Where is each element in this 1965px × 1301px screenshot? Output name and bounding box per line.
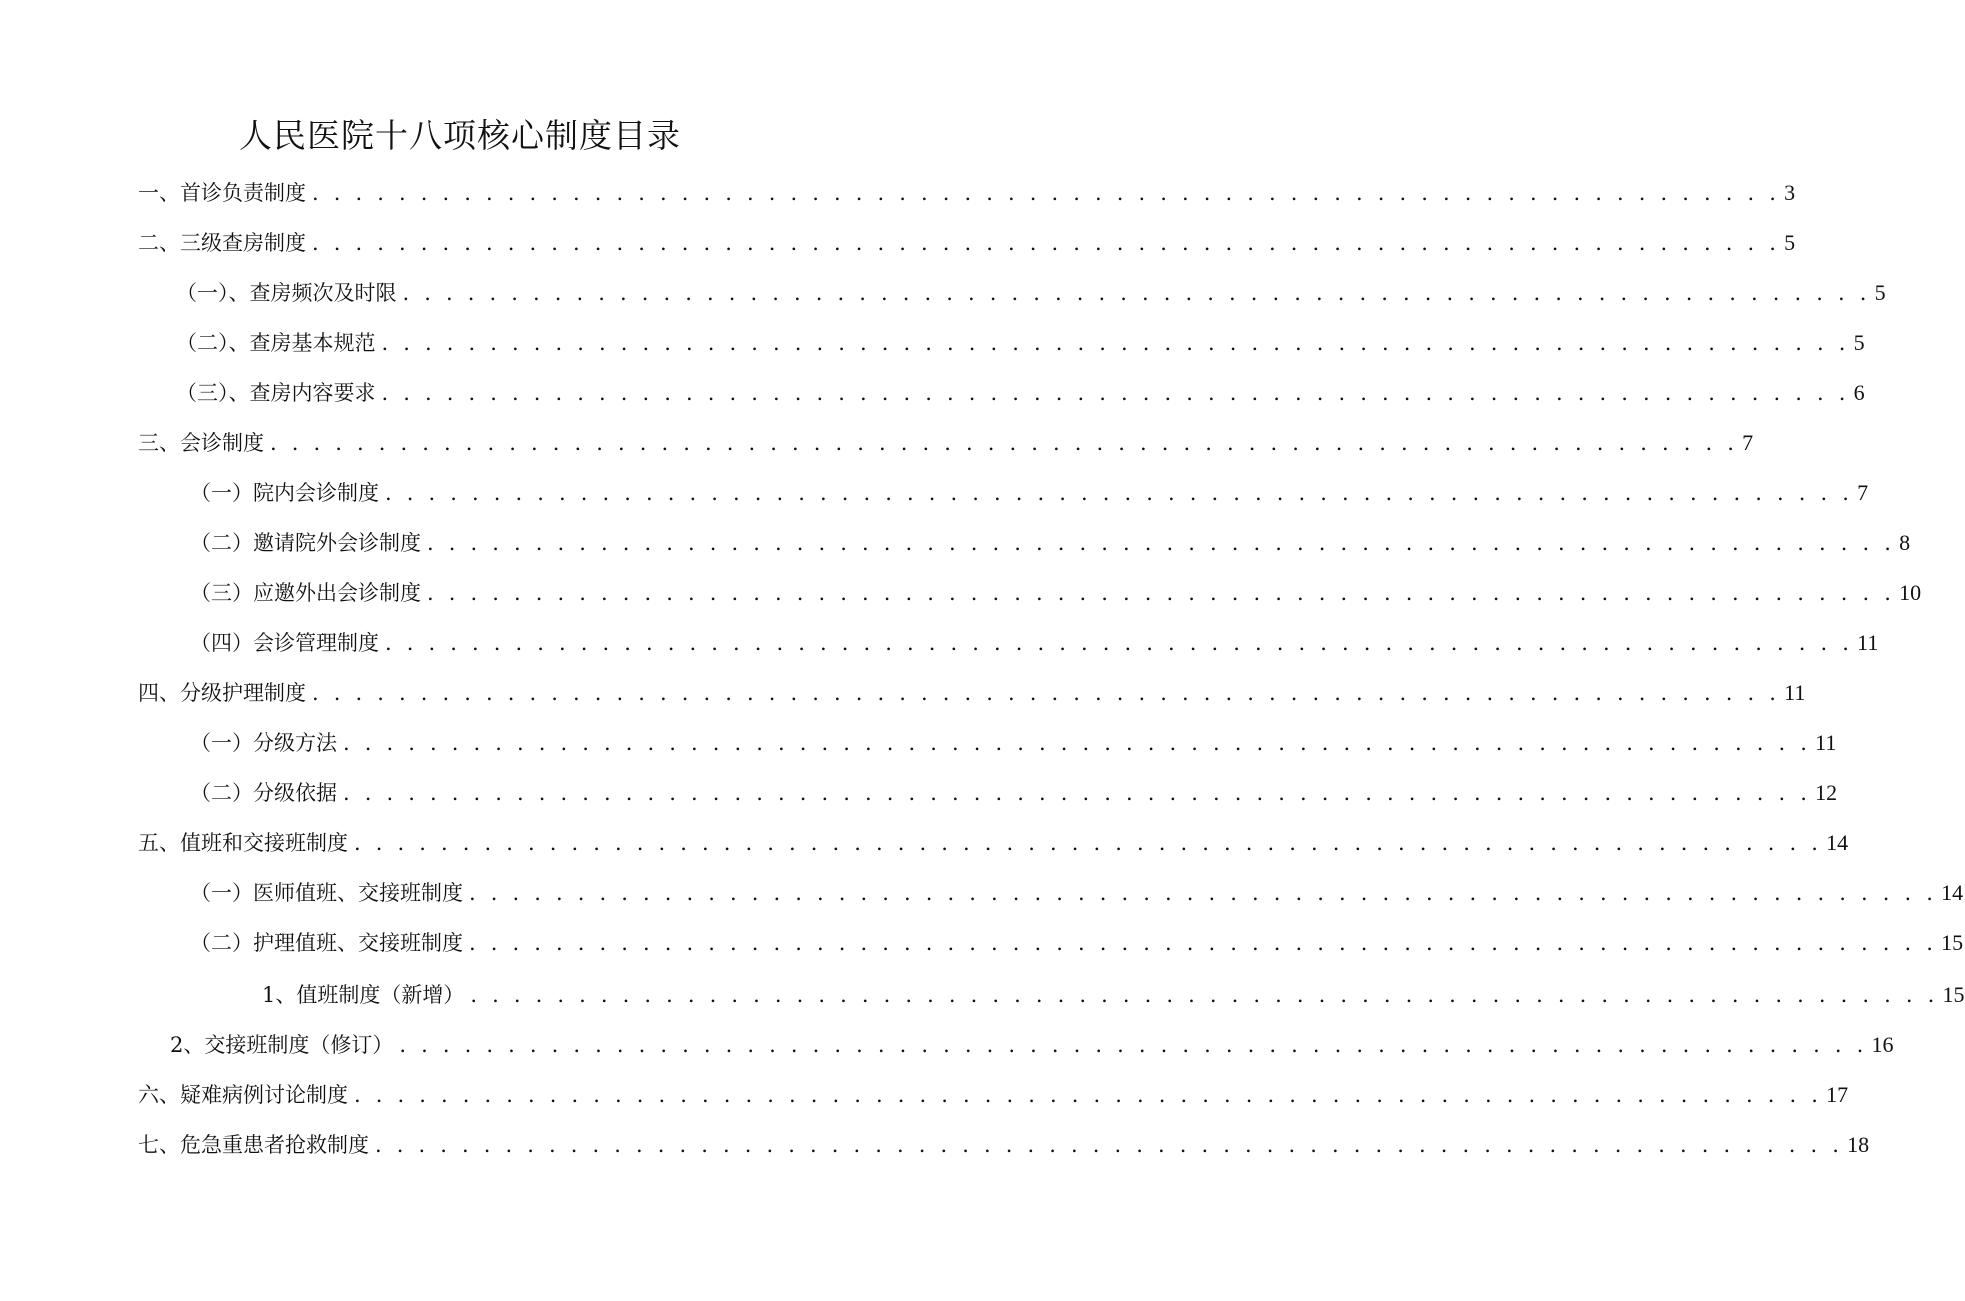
toc-entry-label: （三）、查房内容要求 [176, 381, 376, 405]
toc-entry-label: （一）医师值班、交接班制度 [190, 881, 463, 905]
toc-entry-label: （二）分级依据 [190, 781, 337, 805]
toc-entry [190, 628, 1879, 658]
toc-entry [190, 528, 1911, 558]
toc-entry-page: 14 [1826, 830, 1849, 855]
toc-entry-page: 14 [1941, 880, 1964, 905]
toc-entry [138, 428, 1754, 458]
dot-leader: . . . . . . . . . . . . . . . . . . . . . . . . . . . . . . . . . . . . . . . . . . . . . . . . . . . . . . . . . . . . . . . . . . . . [381, 331, 1850, 355]
toc-entry [190, 578, 1922, 608]
toc-entry-label: 一、首诊负责制度 [138, 181, 306, 205]
toc-entry-page: 16 [1871, 1032, 1894, 1057]
toc-entry [138, 678, 1806, 708]
toc-entry-label: 三、会诊制度 [138, 431, 264, 455]
toc-entry [190, 778, 1838, 808]
toc-entry [176, 328, 1865, 358]
dot-leader: . . . . . . . . . . . . . . . . . . . . . . . . . . . . . . . . . . . . . . . . . . . . . . . . . . . . . . . . . . . . . . . . . . . . [470, 983, 1939, 1007]
toc-entry-page: 5 [1784, 230, 1796, 255]
dot-leader: . . . . . . . . . . . . . . . . . . . . . . . . . . . . . . . . . . . . . . . . . . . . . . . . . . . . . . . . . . . . . . . . . . . . [381, 381, 1850, 405]
toc-entry-label: （四）会诊管理制度 [190, 631, 379, 655]
toc-entry-page: 10 [1899, 580, 1922, 605]
dot-leader: . . . . . . . . . . . . . . . . . . . . . . . . . . . . . . . . . . . . . . . . . . . . . . . . . . . . . . . . . . . . . . . . . . . . [427, 581, 1896, 605]
dot-leader: . . . . . . . . . . . . . . . . . . . . . . . . . . . . . . . . . . . . . . . . . . . . . . . . . . . . . . . . . . . . . . . . . . . . [469, 881, 1938, 905]
toc-entry-page: 6 [1853, 380, 1865, 405]
toc-entry-label: 七、危急重患者抢救制度 [138, 1133, 369, 1157]
toc-entry-label: 五、值班和交接班制度 [138, 831, 348, 855]
toc-entry-label: （一）院内会诊制度 [190, 481, 379, 505]
dot-leader: . . . . . . . . . . . . . . . . . . . . . . . . . . . . . . . . . . . . . . . . . . . . . . . . . . . . . . . . . . . . . . . . . . . . [427, 531, 1896, 555]
toc-entry [138, 1080, 1849, 1110]
toc-entry-label: （二）护理值班、交接班制度 [190, 931, 463, 955]
dot-leader: . . . . . . . . . . . . . . . . . . . . . . . . . . . . . . . . . . . . . . . . . . . . . . . . . . . . . . . . . . . . . . . . . . . . [375, 1133, 1844, 1157]
toc-entry-page: 11 [1784, 680, 1806, 705]
dot-leader: . . . . . . . . . . . . . . . . . . . . . . . . . . . . . . . . . . . . . . . . . . . . . . . . . . . . . . . . . . . . . . . . . . . . [312, 681, 1781, 705]
dot-leader: . . . . . . . . . . . . . . . . . . . . . . . . . . . . . . . . . . . . . . . . . . . . . . . . . . . . . . . . . . . . . . . . . . . . [312, 231, 1781, 255]
toc-entry [262, 980, 1965, 1010]
toc-entry-page: 11 [1815, 730, 1837, 755]
dot-leader: . . . . . . . . . . . . . . . . . . . . . . . . . . . . . . . . . . . . . . . . . . . . . . . . . . . . . . . . . . . . . . . . . . . . [343, 781, 1812, 805]
toc-entry [138, 828, 1849, 858]
dot-leader: . . . . . . . . . . . . . . . . . . . . . . . . . . . . . . . . . . . . . . . . . . . . . . . . . . . . . . . . . . . . . . . . . . . . [399, 1033, 1868, 1057]
toc-entry-label: （二）、查房基本规范 [176, 331, 376, 355]
dot-leader: . . . . . . . . . . . . . . . . . . . . . . . . . . . . . . . . . . . . . . . . . . . . . . . . . . . . . . . . . . . . . . . . . . . . [469, 931, 1938, 955]
toc-entry-page: 3 [1784, 180, 1796, 205]
toc-entry [190, 878, 1964, 908]
toc-entry [138, 228, 1796, 258]
toc-entry [138, 1130, 1870, 1160]
toc-entry-page: 15 [1942, 982, 1965, 1007]
dot-leader: . . . . . . . . . . . . . . . . . . . . . . . . . . . . . . . . . . . . . . . . . . . . . . . . . . . . . . . . . . . . . . . . . . . . [343, 731, 1812, 755]
dot-leader: . . . . . . . . . . . . . . . . . . . . . . . . . . . . . . . . . . . . . . . . . . . . . . . . . . . . . . . . . . . . . . . . . . . . [354, 831, 1823, 855]
toc-entry [190, 728, 1837, 758]
toc-entry-label: （三）应邀外出会诊制度 [190, 581, 421, 605]
toc-entry-label: 1、值班制度（新增） [262, 983, 465, 1007]
toc-entry-label: 2、交接班制度（修订） [170, 1033, 394, 1057]
dot-leader: . . . . . . . . . . . . . . . . . . . . . . . . . . . . . . . . . . . . . . . . . . . . . . . . . . . . . . . . . . . . . . . . . . . . [385, 481, 1854, 505]
page-title: 人民医院十八项核心制度目录 [239, 116, 681, 155]
toc-entry [176, 378, 1865, 408]
toc-entry [170, 1030, 1894, 1060]
toc-entry [138, 178, 1796, 208]
toc-entry-label: 四、分级护理制度 [138, 681, 306, 705]
toc-entry-page: 5 [1853, 330, 1865, 355]
toc-entry-page: 18 [1847, 1132, 1870, 1157]
toc-entry-label: 二、三级查房制度 [138, 231, 306, 255]
toc-entry-page: 7 [1742, 430, 1754, 455]
toc-entry-page: 7 [1857, 480, 1869, 505]
toc-entry-label: （一）分级方法 [190, 731, 337, 755]
toc-entry [176, 278, 1886, 308]
toc-entry-page: 5 [1874, 280, 1886, 305]
dot-leader: . . . . . . . . . . . . . . . . . . . . . . . . . . . . . . . . . . . . . . . . . . . . . . . . . . . . . . . . . . . . . . . . . . . . [312, 181, 1781, 205]
toc-entry-label: （一）、查房频次及时限 [176, 281, 397, 305]
toc-entry-page: 17 [1826, 1082, 1849, 1107]
toc-entry-page: 11 [1857, 630, 1879, 655]
dot-leader: . . . . . . . . . . . . . . . . . . . . . . . . . . . . . . . . . . . . . . . . . . . . . . . . . . . . . . . . . . . . . . . . . . . . [354, 1083, 1823, 1107]
toc-entry-label: （二）邀请院外会诊制度 [190, 531, 421, 555]
toc-entry [190, 928, 1964, 958]
dot-leader: . . . . . . . . . . . . . . . . . . . . . . . . . . . . . . . . . . . . . . . . . . . . . . . . . . . . . . . . . . . . . . . . . . . . [270, 431, 1739, 455]
toc-entry-page: 12 [1815, 780, 1838, 805]
toc-entry [190, 478, 1869, 508]
toc-entry-page: 8 [1899, 530, 1911, 555]
toc-entry-page: 15 [1941, 930, 1964, 955]
dot-leader: . . . . . . . . . . . . . . . . . . . . . . . . . . . . . . . . . . . . . . . . . . . . . . . . . . . . . . . . . . . . . . . . . . . . [385, 631, 1854, 655]
dot-leader: . . . . . . . . . . . . . . . . . . . . . . . . . . . . . . . . . . . . . . . . . . . . . . . . . . . . . . . . . . . . . . . . . . . . [402, 281, 1871, 305]
toc-entry-label: 六、疑难病例讨论制度 [138, 1083, 348, 1107]
